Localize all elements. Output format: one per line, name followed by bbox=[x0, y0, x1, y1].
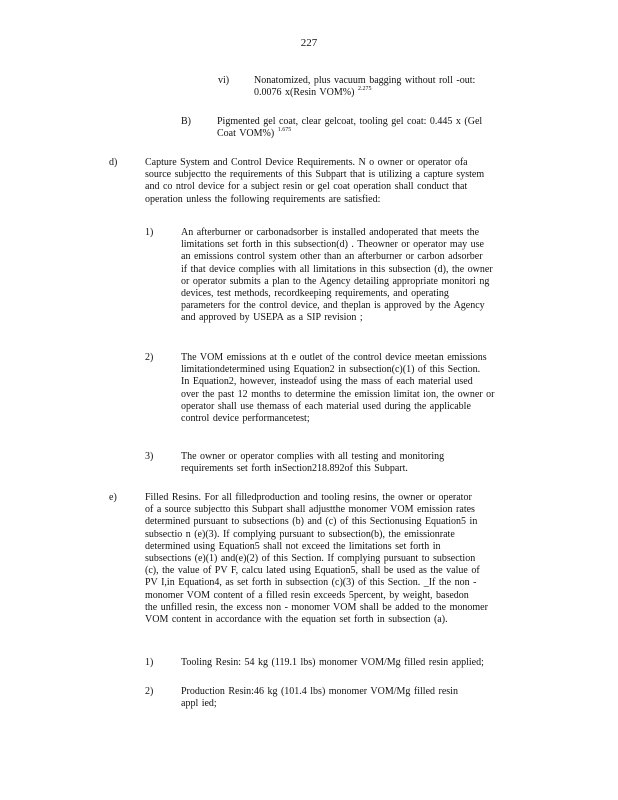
section-d-item-3-label: 3) bbox=[145, 451, 154, 462]
section-d-item-3-text bbox=[181, 451, 545, 475]
section-d-item-1-line: limitations set forth in this subsection(d) . Theowner or operator may use bbox=[181, 239, 484, 251]
section-d-item-1-line: devices, test methods, recordkeeping requirements, and operating bbox=[181, 288, 449, 300]
section-d-item-1-line: parameters for the control device, and theplan is approved by the Agency bbox=[181, 300, 485, 312]
section-e-item-2-line: Production Resin:46 kg (101.4 lbs) monomer VOM/Mg filled resin bbox=[181, 686, 458, 697]
item-b-line: Pigmented gel coat, clear gelcoat, tooling gel coat: 0.445 x (Gel bbox=[217, 116, 483, 127]
section-d-item-3-line: requirements set forth inSection218.892of this Subpart. bbox=[181, 463, 408, 475]
section-d-item-2-line: In Equation2, however, insteadof using the mass of each material used bbox=[181, 376, 473, 388]
item-b-line-text: Coat VOM%) bbox=[217, 128, 275, 140]
section-e-item-2-line: appl ied; bbox=[181, 698, 217, 710]
section-d-item-1-line: an emissions control system other than an afterburner or carbon adsorber bbox=[181, 251, 483, 263]
section-e-line: Filled Resins. For all filledproduction and tooling resins, the owner or operator bbox=[145, 492, 472, 503]
section-e-item-2-text bbox=[181, 686, 545, 710]
page-number: 227 bbox=[300, 37, 318, 49]
section-d-item-1-line: An afterburner or carbonadsorber is installed andoperated that meets the bbox=[181, 227, 480, 238]
section-e-line: determined using Equation5 shall not exceed the limitations set forth in bbox=[145, 540, 441, 552]
section-d-item-2-line: operator shall use themass of each material used during the applicable bbox=[181, 400, 471, 412]
item-b-label: B) bbox=[181, 116, 191, 127]
section-e-line: PV I,in Equation4, as set forth in subsection (c)(3) of this Section. _If the non - bbox=[145, 577, 477, 589]
section-d-label: d) bbox=[109, 157, 118, 168]
section-e-line: the unfilled resin, the excess non - monomer VOM shall be added to the monomer bbox=[145, 601, 488, 613]
item-b-text bbox=[217, 116, 545, 140]
section-d-item-1-line: or operator submits a plan to the Agency detailing appropriate monitori ng bbox=[181, 275, 490, 287]
section-d-item-2-line: over the past 12 months to determine the emission limitat ion, the owner or bbox=[181, 388, 495, 400]
section-d-item-1-label: 1) bbox=[145, 227, 154, 238]
section-e-line: subsections (e)(1) and(e)(2) of this Section. If complying pursuant to subsection bbox=[145, 553, 476, 565]
section-d-line: operation unless the following requirements are satisfied: bbox=[145, 193, 381, 205]
section-d-item-3-line: The owner or operator complies with all testing and monitoring bbox=[181, 451, 445, 462]
section-d-item-1-line: and approved by USEPA as a SIP revision ; bbox=[181, 312, 363, 324]
section-e-line: determined pursuant to subsections (b) and (c) of this Sectionusing Equation5 in bbox=[145, 516, 478, 528]
section-e-label: e) bbox=[109, 492, 117, 503]
section-d-item-2-text bbox=[181, 352, 545, 425]
item-b-line bbox=[217, 128, 545, 140]
section-e-line: subsectio n (e)(3). If complying pursuant to subsection(b), the emissionrate bbox=[145, 528, 455, 540]
section-d-item-2-label: 2) bbox=[145, 352, 154, 363]
section-e-item-1-label: 1) bbox=[145, 657, 154, 668]
section-e-item-1-line: Tooling Resin: 54 kg (119.1 lbs) monomer VOM/Mg filled resin applied; bbox=[181, 657, 484, 668]
section-d-item-2-line: limitationdetermined using Equation2 in subsection(c)(1) of this Section. bbox=[181, 364, 481, 376]
item-vi-line: Nonatomized, plus vacuum bagging without roll -out: bbox=[254, 75, 476, 86]
section-e-text bbox=[145, 492, 545, 626]
section-d-item-1-text bbox=[181, 227, 545, 325]
section-e-item-1-text bbox=[181, 657, 545, 669]
item-vi-line-text: 0.0076 x(Resin VOM%) bbox=[254, 87, 355, 99]
section-e-line: monomer VOM content of a filled resin exceeds 5percent, by weight, basedon bbox=[145, 589, 469, 601]
section-e-line: of a source subjectto this Subpart shall adjustthe monomer VOM emission rates bbox=[145, 504, 475, 516]
section-d-item-1-line: if that device complies with all limitations in this subsection (d), the owner bbox=[181, 263, 493, 275]
item-vi-text bbox=[254, 75, 544, 99]
section-d-item-2-line: control device performancetest; bbox=[181, 413, 310, 425]
item-vi-line bbox=[254, 87, 544, 99]
section-d-text bbox=[145, 157, 545, 206]
section-d-line: and co ntrol device for a subject resin or gel coat operation shall conduct that bbox=[145, 181, 468, 193]
section-d-line: source subjectto the requirements of this Subpart that is utilizing a capture system bbox=[145, 169, 485, 181]
item-vi-exponent: 2.275 bbox=[357, 86, 372, 93]
section-e-item-2-label: 2) bbox=[145, 686, 154, 697]
section-e-line: (c), the value of PV F, calcu lated using Equation5, shall be used as the value of bbox=[145, 565, 480, 577]
section-d-item-2-line: The VOM emissions at th e outlet of the control device meetan emissions bbox=[181, 352, 487, 363]
section-d-line: Capture System and Control Device Requirements. N o owner or operator ofa bbox=[145, 157, 468, 168]
item-vi-label: vi) bbox=[218, 75, 230, 86]
section-e-line: VOM content in accordance with the equation set forth in subsection (a). bbox=[145, 614, 448, 626]
item-b-exponent: 1.675 bbox=[277, 127, 292, 134]
